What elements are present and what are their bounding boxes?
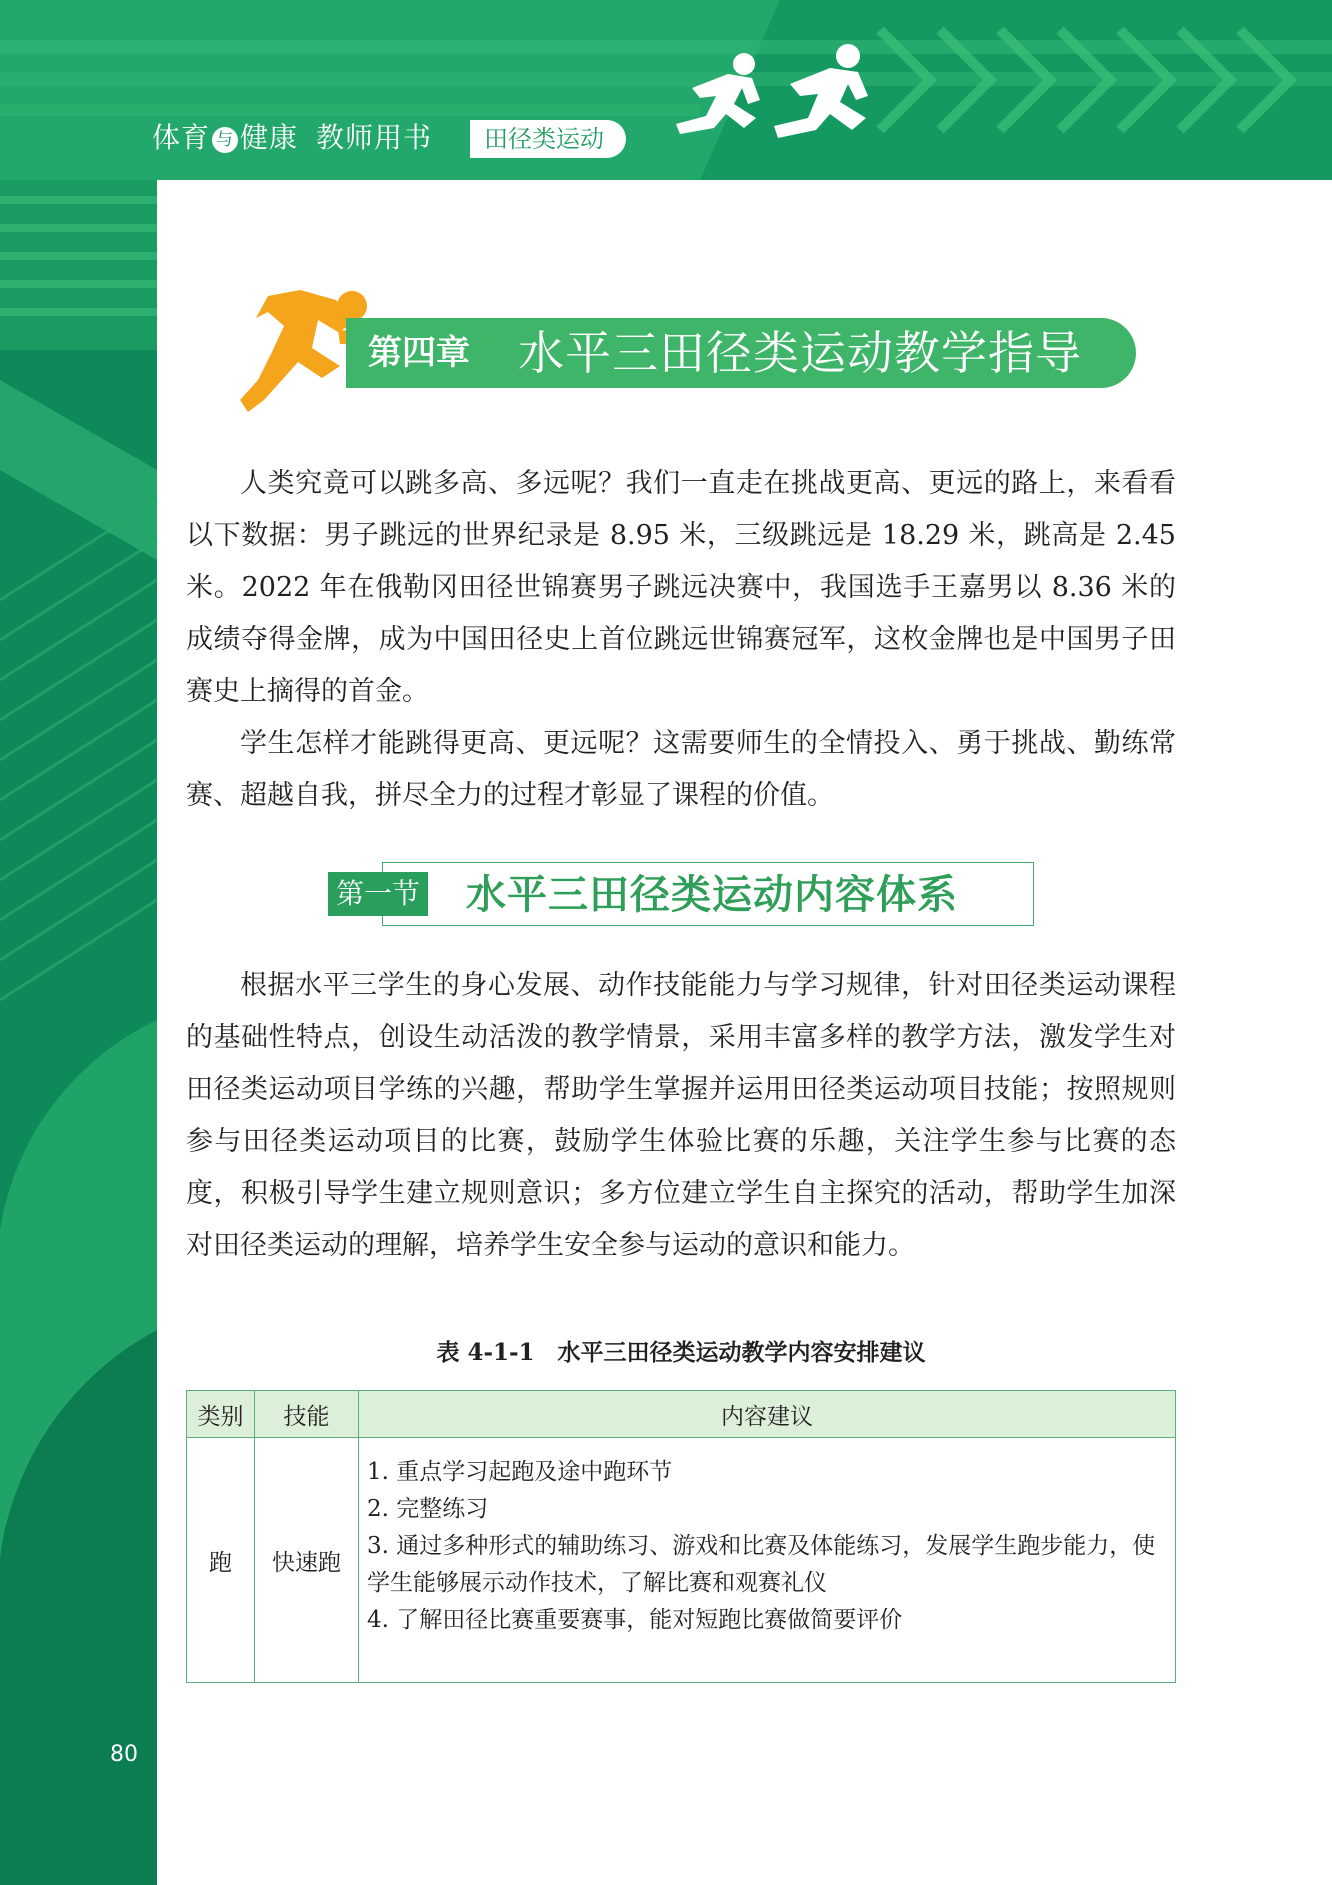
book-title — [152, 118, 432, 158]
section-label: 第一节 — [328, 872, 428, 916]
content-item-2: 2. 完整练习 — [367, 1496, 489, 1522]
header-skill: 技能 — [255, 1391, 359, 1438]
header-category: 类别 — [187, 1391, 255, 1438]
chapter-number: 第四章 — [368, 333, 470, 373]
cell-category: 跑 — [187, 1438, 255, 1683]
content-item-3: 3. 通过多种形式的辅助练习、游戏和比赛及体能练习，发展学生跑步能力，使学生能够展示动作技术，了解比赛和观赛礼仪 — [367, 1533, 1156, 1596]
header-content: 内容建议 — [359, 1391, 1176, 1438]
table-row — [187, 1438, 1176, 1683]
book-title-part2: 健康 — [240, 121, 299, 154]
intro-paragraph-1: 人类究竟可以跳多高、多远呢？我们一直走在挑战更高、更远的路上，来看看以下数据：男子跳远的世界纪录是 8.95 米，三级跳远是 18.29 米，跳高是 2.45 米。2022 年在俄勒冈田径世锦赛男子跳远决赛中，我国选手王嘉男以 8.36 米的成绩夺得金牌，成为中国田径史上首位跳远世锦赛冠军，这枚金牌也是中国男子田赛史上摘得的首金。 — [186, 468, 1176, 707]
table-caption: 表 4-1-1 水平三田径类运动教学内容安排建议 — [436, 1339, 926, 1366]
content-table — [186, 1390, 1176, 1683]
cell-skill: 快速跑 — [255, 1438, 359, 1683]
section-title: 水平三田径类运动内容体系 — [466, 872, 958, 918]
book-title-part1: 体育 — [152, 121, 211, 154]
content-item-1: 1. 重点学习起跑及途中跑环节 — [367, 1459, 673, 1485]
intro-paragraph-2: 学生怎样才能跳得更高、更远呢？这需要师生的全情投入、勇于挑战、勤练常赛、超越自我，拼尽全力的过程才彰显了课程的价值。 — [186, 728, 1176, 811]
cell-content — [359, 1438, 1176, 1683]
chapter-title: 水平三田径类运动教学指导 — [518, 326, 1082, 380]
book-title-part3: 教师用书 — [316, 121, 433, 154]
book-title-connector: 与 — [212, 127, 238, 153]
section-tag: 田径类运动 — [470, 120, 626, 158]
page-number: 80 — [110, 1742, 138, 1767]
section-paragraph: 根据水平三学生的身心发展、动作技能能力与学习规律，针对田径类运动课程的基础性特点，创设生动活泼的教学情景，采用丰富多样的教学方法，激发学生对田径类运动项目学练的兴趣，帮助学生掌握并运用田径类运动项目技能；按照规则参与田径类运动项目的比赛，鼓励学生体验比赛的乐趣，关注学生参与比赛的态度，积极引导学生建立规则意识；多方位建立学生自主探究的活动，帮助学生加深对田径类运动的理解，培养学生安全参与运动的意识和能力。 — [186, 970, 1176, 1261]
table-header-row — [187, 1391, 1176, 1438]
content-item-4: 4. 了解田径比赛重要赛事，能对短跑比赛做简要评价 — [367, 1607, 903, 1633]
